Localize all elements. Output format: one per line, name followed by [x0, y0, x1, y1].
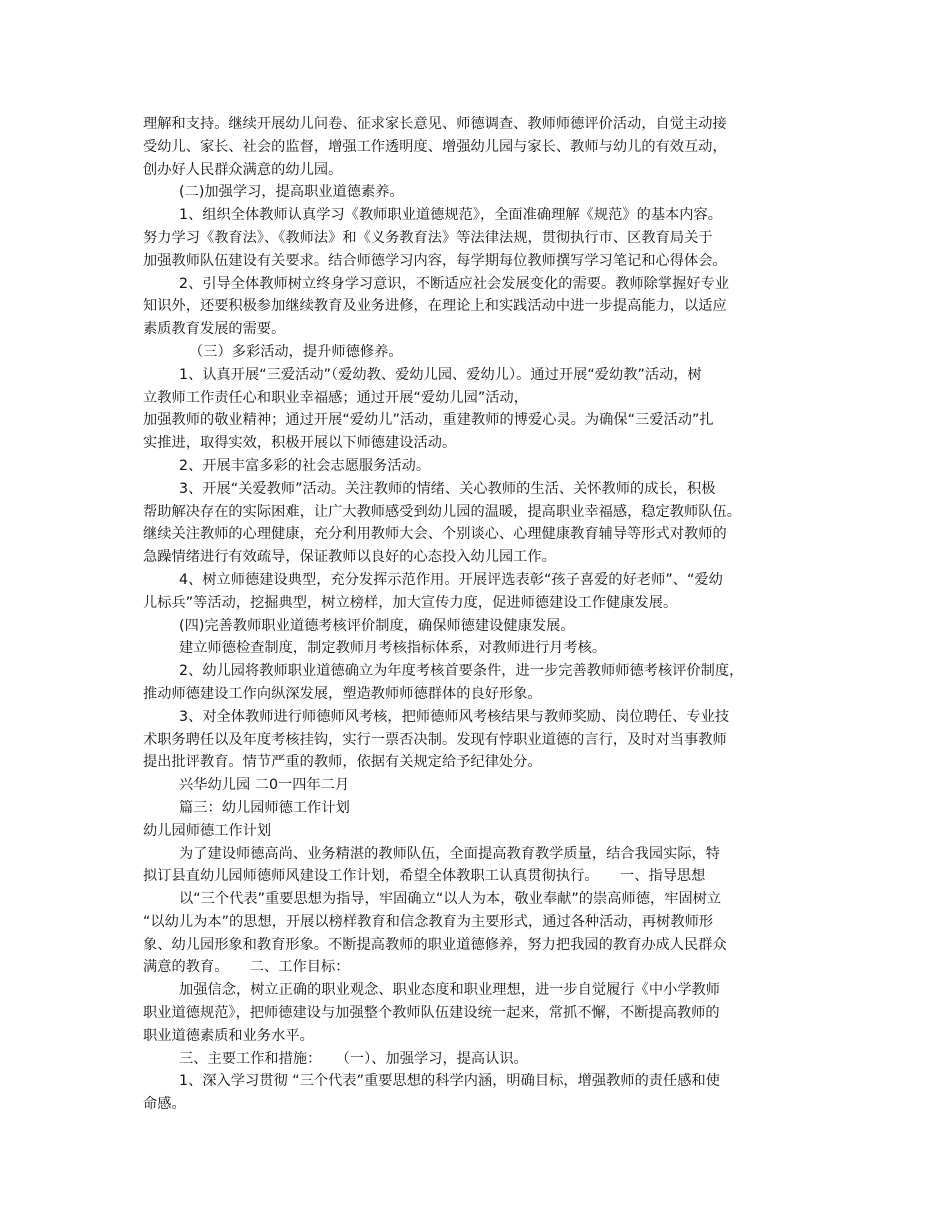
text-line: 命感。 — [143, 1096, 186, 1113]
text-line: 加强教师的敬业精神；通过开展“爱幼儿”活动，重建教师的博爱心灵。为确保“三爱活动”扎 — [143, 412, 714, 429]
text-line: 3、开展“关爱教师”活动。关注教师的情绪、关心教师的生活、关怀教师的成长，积极 — [179, 480, 716, 497]
text-line: 急躁情绪进行有效疏导，保证教师以良好的心态投入幼儿园工作。 — [143, 549, 556, 566]
text-line: 加强教师队伍建设有关要求。结合师德学习内容，每学期每位教师撰写学习笔记和心得体会。 — [143, 252, 727, 269]
text-line: 推动师德建设工作向纵深发展，塑造教师师德群体的良好形象。 — [143, 685, 542, 702]
text-line: 满意的教育。 二、工作目标： — [143, 959, 350, 976]
text-line: 理解和支持。继续开展幼儿问卷、征求家长意见、师德调查、教师师德评价活动，自觉主动接 — [143, 116, 727, 132]
text-line: 幼儿园师德工作计划 — [143, 822, 272, 839]
text-line: 儿标兵”等活动，挖掘典型，树立榜样，加大宣传力度，促进师德建设工作健康发展。 — [143, 594, 678, 611]
text-line: 以“三个代表”重要思想为指导，牢固确立“以人为本，敬业奉献”的崇高师德，牢固树立 — [179, 891, 722, 908]
text-line: 1、深入学习贯彻 “三个代表”重要思想的科学内涵，明确目标，增强教师的责任感和使 — [179, 1073, 720, 1090]
text-line: 4、树立师德建设典型，充分发挥示范作用。开展评选表彰“孩子喜爱的好老师”、“爱幼 — [179, 571, 723, 588]
text-line: 拟订县直幼儿园师德师风建设工作计划，希望全体教职工认真贯彻执行。 一、指导思想 — [143, 868, 706, 885]
text-line: 创办好人民群众满意的幼儿园。 — [143, 161, 343, 178]
text-line: （三）多彩活动，提升师德修养。 — [189, 343, 403, 360]
text-line: 继续关注教师的心理健康，充分利用教师大会、个别谈心、心理健康教育辅导等形式对教师的 — [143, 526, 727, 543]
text-line: 素质教育发展的需要。 — [143, 321, 286, 338]
text-line: 帮助解决存在的实际困难，让广大教师感受到幼儿园的温暖，提高职业幸福感，稳定教师队伍。 — [143, 503, 741, 520]
text-line: 2、幼儿园将教师职业道德确立为年度考核首要条件，进一步完善教师师德考核评价制度， — [179, 663, 744, 680]
text-line: 篇三：幼儿园师德工作计划 — [179, 799, 350, 816]
text-line: 三、主要工作和措施： （一）、加强学习，提高认识。 — [179, 1050, 528, 1067]
text-line: 兴华幼儿园 二0一四年二月 — [179, 777, 350, 794]
text-line: “以幼儿为本”的思想，开展以榜样教育和信念教育为主要形式，通过各种活动，再树教师形 — [143, 913, 714, 930]
text-line: 加强信念，树立正确的职业观念、职业态度和职业理想，进一步自觉履行《中小学教师 — [179, 982, 721, 999]
text-line: 职业道德规范》，把师德建设与加强整个教师队伍建设统一起来，常抓不懈，不断提高教师的 — [143, 1005, 720, 1022]
text-line: 象、幼儿园形象和教育形象。不断提高教师的职业道德修养，努力把我园的教育办成人民群众 — [143, 936, 727, 953]
text-line: 立教师工作责任心和职业幸福感；通过开展“爱幼儿园”活动， — [143, 389, 528, 406]
text-line: 知识外，还要积极参加继续教育及业务进修，在理论上和实践活动中进一步提高能力，以适应 — [143, 298, 727, 315]
text-line: 1、认真开展“三爱活动”（爱幼教、爱幼儿园、爱幼儿）。通过开展“爱幼教”活动，树 — [179, 366, 702, 383]
text-line: 提出批评教育。情节严重的教师，依据有关规定给予纪律处分。 — [143, 754, 542, 771]
text-line: 努力学习《教育法》、《教师法》和《义务教育法》等法律法规，贯彻执行市、区教育局关于 — [143, 229, 713, 246]
text-line: 术职务聘任以及年度考核挂钩，实行一票否决制。发现有悖职业道德的言行，及时对当事教师 — [143, 731, 727, 748]
text-line: 3、对全体教师进行师德师风考核，把师德师风考核结果与教师奖励、岗位聘任、专业技 — [179, 708, 730, 725]
text-line: 受幼儿、家长、社会的监督，增强工作透明度、增强幼儿园与家长、教师与幼儿的有效互动， — [143, 138, 727, 155]
text-line: 为了建设师德高尚、业务精湛的教师队伍，全面提高教育教学质量，结合我园实际，特 — [179, 845, 721, 862]
text-line: 1、组织全体教师认真学习《教师职业道德规范》，全面准确理解《规范》的基本内容。 — [179, 207, 723, 224]
text-line: 2、开展丰富多彩的社会志愿服务活动。 — [179, 457, 431, 474]
text-line: 职业道德素质和业务水平。 — [143, 1027, 314, 1044]
text-line: (四)完善教师职业道德考核评价制度，确保师德建设健康发展。 — [179, 617, 575, 634]
text-line: 2、引导全体教师树立终身学习意识，不断适应社会发展变化的需要。教师除掌握好专业 — [179, 275, 730, 292]
text-line: 实推进，取得实效，积极开展以下师德建设活动。 — [143, 435, 457, 452]
text-line: 建立师德检查制度，制定教师月考核指标体系，对教师进行月考核。 — [179, 640, 607, 657]
document-page — [143, 113, 819, 1116]
text-line: (二)加强学习，提高职业道德素养。 — [179, 184, 404, 201]
